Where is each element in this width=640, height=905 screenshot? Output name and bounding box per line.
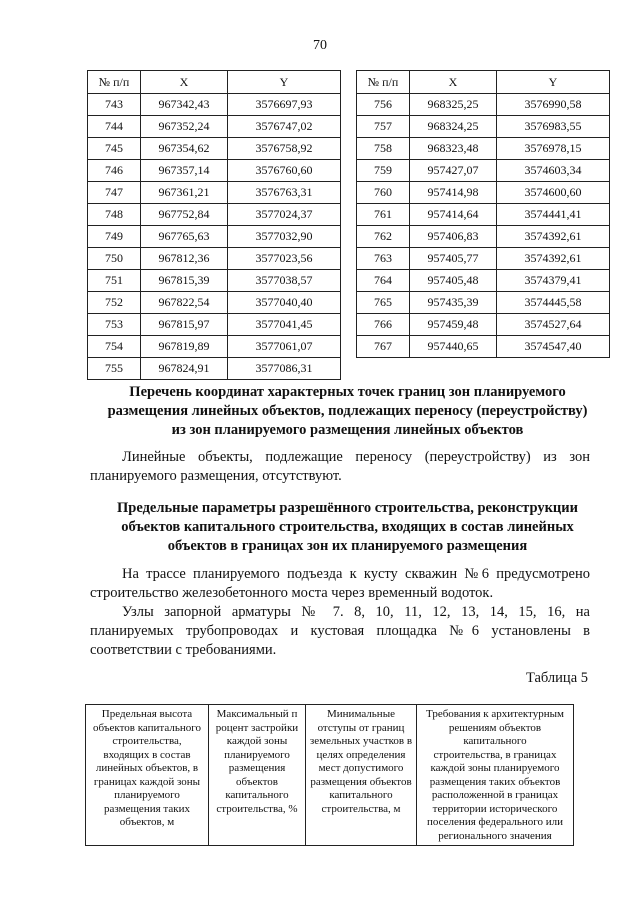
cell-x: 967361,21 (141, 182, 228, 204)
table-row (88, 204, 341, 226)
cell-x: 967342,43 (141, 94, 228, 116)
cell-x: 957459,48 (410, 314, 497, 336)
header-x: X (141, 71, 228, 94)
header-line: Требования к архитектурным (426, 708, 564, 720)
cell-x: 967815,97 (141, 314, 228, 336)
heading-line: объектов в границах зон их планируемого размещения (167, 538, 528, 554)
table-row (357, 336, 610, 358)
cell-x: 967354,62 (141, 138, 228, 160)
cell-number: 744 (88, 116, 141, 138)
cell-y: 3576758,92 (228, 138, 341, 160)
header-line: объектов (236, 775, 278, 788)
table-caption: Таблица 5 (525, 670, 588, 686)
header-line: капитального (329, 789, 393, 801)
header-y: Y (228, 71, 341, 94)
header-line: мест допустимого (318, 762, 404, 774)
table-row (357, 116, 610, 138)
cell-number: 756 (357, 94, 410, 116)
table-row (357, 248, 610, 270)
paragraph-line: строительство железобетонного моста через временный водоток. (90, 585, 494, 601)
cell-x: 968325,25 (410, 94, 497, 116)
paragraph-line: планируемого размещения, отсутствуют. (90, 468, 342, 484)
cell-y: 3574527,64 (497, 314, 610, 336)
cell-number: 746 (88, 160, 141, 182)
header-line: границах каждой зоны (93, 775, 201, 788)
cell-number: 745 (88, 138, 141, 160)
cell-y: 3574603,34 (497, 160, 610, 182)
cell-number: 752 (88, 292, 141, 314)
cell-y: 3577023,56 (228, 248, 341, 270)
table-row (88, 248, 341, 270)
header-line: входящих в состав (103, 748, 191, 761)
cell-x: 968323,48 (410, 138, 497, 160)
table-row (88, 94, 341, 116)
cell-x: 967815,39 (141, 270, 228, 292)
header-line: территории исторического (432, 802, 558, 815)
cell-y: 3574379,41 (497, 270, 610, 292)
header-line: размещения (228, 762, 286, 774)
table-header-row (357, 71, 610, 94)
heading-line: объектов капитального строительства, входящих в состав линейных (121, 519, 574, 535)
header-line: каждой зоны (226, 735, 288, 747)
cell-y: 3577086,31 (228, 358, 341, 380)
cell-y: 3577024,37 (228, 204, 341, 226)
header-line: размещения таких объектов (429, 775, 561, 788)
header-line: Минимальные (327, 708, 395, 720)
paragraph-line: Узлы запорной арматуры № 7. 8, 10, 11, 12, 13, 14, 15, 16, на (122, 604, 590, 620)
cell-y: 3577061,07 (228, 336, 341, 358)
table-row (88, 182, 341, 204)
cell-x: 957414,64 (410, 204, 497, 226)
paragraph-bridge (90, 565, 590, 603)
heading-line: из зон планируемого размещения линейных объектов (171, 422, 524, 438)
cell-x: 967752,84 (141, 204, 228, 226)
table-row (88, 226, 341, 248)
cell-number: 761 (357, 204, 410, 226)
coordinates-table-right (356, 70, 610, 358)
coordinates-table-left (87, 70, 341, 380)
paragraph-line: На трассе планируемого подъезда к кусту скважин №6 предусмотрено (122, 566, 590, 582)
cell-number: 747 (88, 182, 141, 204)
paragraph-line: планируемых трубопроводах и кустовая площадка №6 установлены в (90, 623, 590, 639)
cell-number: 749 (88, 226, 141, 248)
cell-y: 3576978,15 (497, 138, 610, 160)
cell-number: 763 (357, 248, 410, 270)
table-row (357, 182, 610, 204)
cell-number: 764 (357, 270, 410, 292)
table-row (357, 314, 610, 336)
cell-x: 957435,39 (410, 292, 497, 314)
table-row (357, 138, 610, 160)
heading-line: размещения линейных объектов, подлежащих переносу (переустройству) (107, 403, 588, 419)
cell-y: 3576983,55 (497, 116, 610, 138)
table-row (357, 204, 610, 226)
cell-number: 760 (357, 182, 410, 204)
table-header-row (88, 71, 341, 94)
cell-x: 957440,65 (410, 336, 497, 358)
table-row (88, 292, 341, 314)
header-number: № п/п (88, 71, 141, 94)
cell-x: 957414,98 (410, 182, 497, 204)
cell-x: 957405,77 (410, 248, 497, 270)
cell-y: 3574392,61 (497, 248, 610, 270)
table-row (88, 160, 341, 182)
cell-number: 765 (357, 292, 410, 314)
header-line: поселения федерального или (427, 816, 563, 828)
header-line: объектов, м (119, 816, 175, 828)
cell-number: 758 (357, 138, 410, 160)
table-row (88, 314, 341, 336)
table-row (357, 160, 610, 182)
cell-number: 755 (88, 358, 141, 380)
cell-y: 3574547,40 (497, 336, 610, 358)
heading-line: Предельные параметры разрешённого строительства, реконструкции (116, 500, 578, 516)
cell-number: 748 (88, 204, 141, 226)
cell-x: 967765,63 (141, 226, 228, 248)
cell-number: 766 (357, 314, 410, 336)
cell-y: 3577038,57 (228, 270, 341, 292)
paragraph-line: соответствии с требованиями. (90, 642, 277, 658)
header-line: линейных объектов, в (95, 762, 199, 774)
cell-x: 967822,54 (141, 292, 228, 314)
parameters-table (85, 704, 574, 846)
table-row (88, 270, 341, 292)
header-architecture-requirements (417, 705, 574, 846)
header-line: строительства, м (321, 802, 401, 815)
page-number: 70 (313, 38, 327, 53)
table-row (357, 94, 610, 116)
header-line: Максимальный п (216, 708, 298, 720)
header-line: Предельная высота (101, 708, 193, 720)
cell-x: 967812,36 (141, 248, 228, 270)
header-y: Y (497, 71, 610, 94)
cell-x: 967819,89 (141, 336, 228, 358)
header-max-build-percent (209, 705, 306, 846)
heading-line: Перечень координат характерных точек границ зон планируемого (129, 384, 566, 400)
cell-x: 967824,91 (141, 358, 228, 380)
table-row (357, 292, 610, 314)
cell-number: 743 (88, 94, 141, 116)
cell-x: 957427,07 (410, 160, 497, 182)
table-row (88, 336, 341, 358)
header-x: X (410, 71, 497, 94)
cell-number: 757 (357, 116, 410, 138)
header-max-height (86, 705, 209, 846)
cell-number: 762 (357, 226, 410, 248)
header-line: расположенной в границах (431, 789, 559, 801)
cell-y: 3577032,90 (228, 226, 341, 248)
header-line: роцент застройки (215, 721, 299, 734)
table-row (88, 138, 341, 160)
paragraph-line: Линейные объекты, подлежащие переносу (переустройству) из зон (122, 449, 590, 465)
paragraph-linear-objects (90, 448, 590, 486)
header-number: № п/п (357, 71, 410, 94)
header-line: планируемого (224, 748, 290, 761)
header-line: капитального (225, 789, 289, 801)
header-line: строительства, (112, 735, 182, 747)
cell-y: 3576760,60 (228, 160, 341, 182)
cell-y: 3577040,40 (228, 292, 341, 314)
cell-number: 767 (357, 336, 410, 358)
header-line: отступы от границ (317, 721, 405, 734)
cell-y: 3577041,45 (228, 314, 341, 336)
table-row (357, 226, 610, 248)
cell-y: 3576990,58 (497, 94, 610, 116)
cell-y: 3574441,41 (497, 204, 610, 226)
header-line: строительства, % (216, 802, 298, 815)
cell-number: 759 (357, 160, 410, 182)
cell-x: 967352,24 (141, 116, 228, 138)
header-line: каждой зоны планируемого (430, 762, 560, 774)
cell-y: 3576697,93 (228, 94, 341, 116)
cell-number: 754 (88, 336, 141, 358)
cell-x: 957406,83 (410, 226, 497, 248)
cell-y: 3574600,60 (497, 182, 610, 204)
cell-number: 751 (88, 270, 141, 292)
cell-x: 957405,48 (410, 270, 497, 292)
header-line: размещения таких (104, 802, 190, 815)
paragraph-valves (90, 603, 590, 660)
cell-number: 753 (88, 314, 141, 336)
header-line: регионального значения (438, 829, 552, 842)
table-row (88, 116, 341, 138)
table-row (88, 358, 341, 380)
header-line: объектов капитального (93, 721, 201, 734)
header-line: планируемого (114, 789, 180, 801)
header-line: решениям объектов капитального (448, 721, 542, 747)
table-header-row (86, 705, 574, 846)
header-line: целях определения (316, 748, 406, 761)
header-line: строительства, в границах (433, 748, 557, 761)
cell-number: 750 (88, 248, 141, 270)
cell-y: 3576747,02 (228, 116, 341, 138)
cell-y: 3574445,58 (497, 292, 610, 314)
cell-x: 968324,25 (410, 116, 497, 138)
cell-x: 967357,14 (141, 160, 228, 182)
header-min-offsets (306, 705, 417, 846)
header-line: земельных участков в (309, 735, 413, 747)
table-row (357, 270, 610, 292)
cell-y: 3576763,31 (228, 182, 341, 204)
header-line: размещения объектов (310, 775, 412, 788)
cell-y: 3574392,61 (497, 226, 610, 248)
section-heading-coordinates (95, 383, 600, 440)
section-heading-parameters (95, 499, 600, 556)
